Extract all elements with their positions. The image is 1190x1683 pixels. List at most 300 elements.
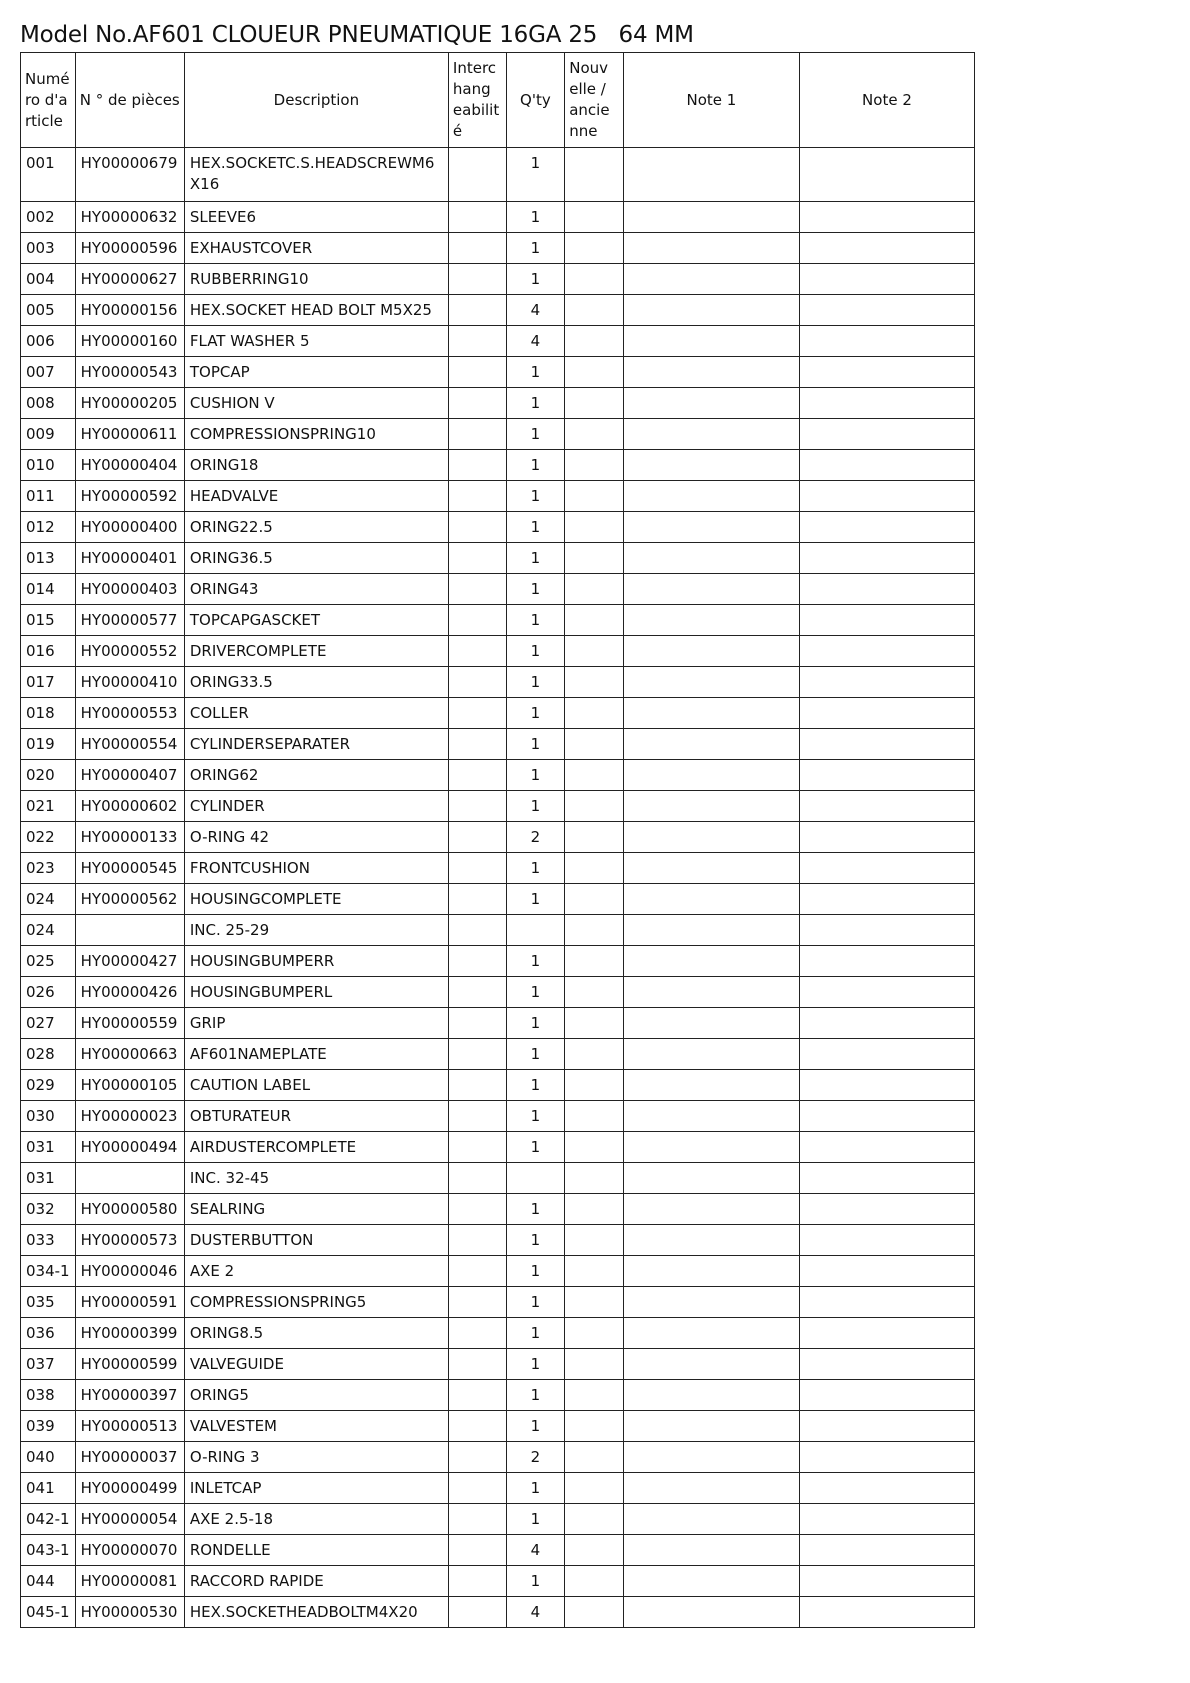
interchangeability-cell <box>448 667 506 698</box>
interchangeability-cell <box>448 1008 506 1039</box>
note-2-cell <box>799 1287 974 1318</box>
note-2-cell <box>799 791 974 822</box>
interchangeability-cell <box>448 1473 506 1504</box>
item-number-cell: 031 <box>21 1132 76 1163</box>
interchangeability-cell <box>448 1504 506 1535</box>
note-1-cell <box>623 1287 799 1318</box>
note-1-cell <box>623 1008 799 1039</box>
part-number-cell: HY00000105 <box>75 1070 184 1101</box>
item-number-cell: 008 <box>21 388 76 419</box>
interchangeability-cell <box>448 574 506 605</box>
new-old-cell <box>565 760 624 791</box>
note-2-cell <box>799 853 974 884</box>
quantity-cell: 1 <box>506 1008 565 1039</box>
note-1-cell <box>623 1070 799 1101</box>
interchangeability-cell <box>448 1163 506 1194</box>
quantity-cell: 1 <box>506 1473 565 1504</box>
note-1-cell <box>623 822 799 853</box>
table-row <box>21 1256 975 1287</box>
note-2-cell <box>799 1597 974 1628</box>
description-cell: FRONTCUSHION <box>184 853 448 884</box>
note-1-cell <box>623 605 799 636</box>
table-row <box>21 1101 975 1132</box>
new-old-cell <box>565 1008 624 1039</box>
part-number-cell: HY00000156 <box>75 295 184 326</box>
table-row <box>21 1070 975 1101</box>
note-2-cell <box>799 1504 974 1535</box>
column-header-new-old: Nouv elle / ancie nne <box>565 53 624 148</box>
new-old-cell <box>565 574 624 605</box>
description-cell: COLLER <box>184 698 448 729</box>
description-cell: ORING43 <box>184 574 448 605</box>
interchangeability-cell <box>448 233 506 264</box>
part-number-cell: HY00000401 <box>75 543 184 574</box>
table-row <box>21 202 975 233</box>
note-2-cell <box>799 1163 974 1194</box>
new-old-cell <box>565 233 624 264</box>
column-header-note-2: Note 2 <box>799 53 974 148</box>
table-row <box>21 1535 975 1566</box>
quantity-cell: 1 <box>506 1349 565 1380</box>
description-cell: TOPCAP <box>184 357 448 388</box>
quantity-cell: 4 <box>506 326 565 357</box>
note-1-cell <box>623 1225 799 1256</box>
table-row <box>21 667 975 698</box>
new-old-cell <box>565 357 624 388</box>
new-old-cell <box>565 1318 624 1349</box>
part-number-cell: HY00000562 <box>75 884 184 915</box>
description-cell: ORING62 <box>184 760 448 791</box>
note-1-cell <box>623 1132 799 1163</box>
table-row <box>21 822 975 853</box>
table-row <box>21 357 975 388</box>
interchangeability-cell <box>448 853 506 884</box>
quantity-cell: 1 <box>506 760 565 791</box>
item-number-cell: 033 <box>21 1225 76 1256</box>
note-1-cell <box>623 574 799 605</box>
note-2-cell <box>799 822 974 853</box>
item-number-cell: 014 <box>21 574 76 605</box>
note-1-cell <box>623 1504 799 1535</box>
part-number-cell: HY00000513 <box>75 1411 184 1442</box>
interchangeability-cell <box>448 1070 506 1101</box>
new-old-cell <box>565 729 624 760</box>
table-row <box>21 729 975 760</box>
part-number-cell: HY00000530 <box>75 1597 184 1628</box>
table-row <box>21 636 975 667</box>
description-cell: VALVEGUIDE <box>184 1349 448 1380</box>
note-2-cell <box>799 1318 974 1349</box>
part-number-cell: HY00000599 <box>75 1349 184 1380</box>
description-cell: ORING8.5 <box>184 1318 448 1349</box>
quantity-cell: 1 <box>506 698 565 729</box>
quantity-cell: 4 <box>506 1535 565 1566</box>
interchangeability-cell <box>448 1318 506 1349</box>
description-cell: SEALRING <box>184 1194 448 1225</box>
item-number-cell: 043-1 <box>21 1535 76 1566</box>
interchangeability-cell <box>448 388 506 419</box>
interchangeability-cell <box>448 512 506 543</box>
quantity-cell: 1 <box>506 264 565 295</box>
note-2-cell <box>799 605 974 636</box>
table-row <box>21 574 975 605</box>
item-number-cell: 042-1 <box>21 1504 76 1535</box>
interchangeability-cell <box>448 1597 506 1628</box>
description-cell: HEADVALVE <box>184 481 448 512</box>
part-number-cell: HY00000397 <box>75 1380 184 1411</box>
interchangeability-cell <box>448 915 506 946</box>
quantity-cell: 1 <box>506 1194 565 1225</box>
item-number-cell: 001 <box>21 148 76 202</box>
part-number-cell: HY00000627 <box>75 264 184 295</box>
description-cell: RUBBERRING10 <box>184 264 448 295</box>
quantity-cell: 1 <box>506 233 565 264</box>
note-2-cell <box>799 1070 974 1101</box>
new-old-cell <box>565 884 624 915</box>
interchangeability-cell <box>448 326 506 357</box>
table-header-row <box>21 53 975 148</box>
description-cell: ORING36.5 <box>184 543 448 574</box>
part-number-cell: HY00000070 <box>75 1535 184 1566</box>
item-number-cell: 044 <box>21 1566 76 1597</box>
interchangeability-cell <box>448 698 506 729</box>
note-2-cell <box>799 1039 974 1070</box>
new-old-cell <box>565 1194 624 1225</box>
note-2-cell <box>799 1349 974 1380</box>
part-number-cell: HY00000427 <box>75 946 184 977</box>
description-cell: O-RING 3 <box>184 1442 448 1473</box>
note-1-cell <box>623 1473 799 1504</box>
quantity-cell: 1 <box>506 1504 565 1535</box>
interchangeability-cell <box>448 1411 506 1442</box>
note-1-cell <box>623 1380 799 1411</box>
part-number-cell: HY00000081 <box>75 1566 184 1597</box>
quantity-cell: 1 <box>506 791 565 822</box>
note-1-cell <box>623 636 799 667</box>
note-2-cell <box>799 450 974 481</box>
quantity-cell: 1 <box>506 636 565 667</box>
quantity-cell: 1 <box>506 977 565 1008</box>
interchangeability-cell <box>448 543 506 574</box>
table-row <box>21 1473 975 1504</box>
note-2-cell <box>799 760 974 791</box>
description-cell: ORING33.5 <box>184 667 448 698</box>
part-number-cell: HY00000160 <box>75 326 184 357</box>
note-1-cell <box>623 698 799 729</box>
note-1-cell <box>623 1101 799 1132</box>
table-row <box>21 419 975 450</box>
note-1-cell <box>623 450 799 481</box>
note-2-cell <box>799 326 974 357</box>
table-row <box>21 512 975 543</box>
note-2-cell <box>799 481 974 512</box>
new-old-cell <box>565 543 624 574</box>
column-header-quantity: Q'ty <box>506 53 565 148</box>
quantity-cell: 1 <box>506 1380 565 1411</box>
note-2-cell <box>799 729 974 760</box>
table-row <box>21 1380 975 1411</box>
note-1-cell <box>623 264 799 295</box>
description-cell: ORING22.5 <box>184 512 448 543</box>
description-cell: HOUSINGBUMPERR <box>184 946 448 977</box>
item-number-cell: 021 <box>21 791 76 822</box>
new-old-cell <box>565 667 624 698</box>
quantity-cell <box>506 1163 565 1194</box>
new-old-cell <box>565 264 624 295</box>
note-1-cell <box>623 1349 799 1380</box>
interchangeability-cell <box>448 636 506 667</box>
interchangeability-cell <box>448 822 506 853</box>
description-cell: VALVESTEM <box>184 1411 448 1442</box>
item-number-cell: 022 <box>21 822 76 853</box>
item-number-cell: 035 <box>21 1287 76 1318</box>
note-1-cell <box>623 295 799 326</box>
part-number-cell: HY00000494 <box>75 1132 184 1163</box>
new-old-cell <box>565 1225 624 1256</box>
new-old-cell <box>565 1101 624 1132</box>
interchangeability-cell <box>448 148 506 202</box>
new-old-cell <box>565 1287 624 1318</box>
quantity-cell: 1 <box>506 729 565 760</box>
new-old-cell <box>565 512 624 543</box>
quantity-cell: 1 <box>506 1225 565 1256</box>
quantity-cell: 1 <box>506 1566 565 1597</box>
note-2-cell <box>799 543 974 574</box>
quantity-cell: 1 <box>506 1287 565 1318</box>
table-row <box>21 1225 975 1256</box>
interchangeability-cell <box>448 1349 506 1380</box>
part-number-cell: HY00000399 <box>75 1318 184 1349</box>
table-row <box>21 264 975 295</box>
description-cell: HEX.SOCKETHEADBOLTM4X20 <box>184 1597 448 1628</box>
description-cell: DUSTERBUTTON <box>184 1225 448 1256</box>
item-number-cell: 016 <box>21 636 76 667</box>
description-cell: CYLINDER <box>184 791 448 822</box>
note-1-cell <box>623 946 799 977</box>
part-number-cell: HY00000577 <box>75 605 184 636</box>
description-cell: COMPRESSIONSPRING10 <box>184 419 448 450</box>
item-number-cell: 040 <box>21 1442 76 1473</box>
quantity-cell: 1 <box>506 1039 565 1070</box>
table-row <box>21 1039 975 1070</box>
note-1-cell <box>623 853 799 884</box>
description-cell: RACCORD RAPIDE <box>184 1566 448 1597</box>
table-row <box>21 1318 975 1349</box>
note-1-cell <box>623 388 799 419</box>
new-old-cell <box>565 1349 624 1380</box>
item-number-cell: 027 <box>21 1008 76 1039</box>
part-number-cell: HY00000552 <box>75 636 184 667</box>
part-number-cell: HY00000559 <box>75 1008 184 1039</box>
item-number-cell: 012 <box>21 512 76 543</box>
new-old-cell <box>565 148 624 202</box>
interchangeability-cell <box>448 357 506 388</box>
interchangeability-cell <box>448 1132 506 1163</box>
table-row <box>21 977 975 1008</box>
table-row <box>21 1163 975 1194</box>
part-number-cell: HY00000663 <box>75 1039 184 1070</box>
note-2-cell <box>799 264 974 295</box>
interchangeability-cell <box>448 791 506 822</box>
quantity-cell: 1 <box>506 667 565 698</box>
note-2-cell <box>799 915 974 946</box>
interchangeability-cell <box>448 264 506 295</box>
note-2-cell <box>799 574 974 605</box>
note-1-cell <box>623 326 799 357</box>
item-number-cell: 005 <box>21 295 76 326</box>
new-old-cell <box>565 1380 624 1411</box>
new-old-cell <box>565 946 624 977</box>
table-row <box>21 233 975 264</box>
part-number-cell: HY00000426 <box>75 977 184 1008</box>
description-cell: DRIVERCOMPLETE <box>184 636 448 667</box>
parts-table-body <box>21 148 975 1628</box>
item-number-cell: 025 <box>21 946 76 977</box>
interchangeability-cell <box>448 1442 506 1473</box>
part-number-cell <box>75 915 184 946</box>
quantity-cell: 1 <box>506 605 565 636</box>
new-old-cell <box>565 1132 624 1163</box>
description-cell: ORING5 <box>184 1380 448 1411</box>
new-old-cell <box>565 388 624 419</box>
part-number-cell: HY00000404 <box>75 450 184 481</box>
new-old-cell <box>565 1597 624 1628</box>
note-1-cell <box>623 884 799 915</box>
note-2-cell <box>799 1473 974 1504</box>
part-number-cell: HY00000580 <box>75 1194 184 1225</box>
note-1-cell <box>623 760 799 791</box>
part-number-cell: HY00000023 <box>75 1101 184 1132</box>
part-number-cell: HY00000611 <box>75 419 184 450</box>
item-number-cell: 026 <box>21 977 76 1008</box>
new-old-cell <box>565 853 624 884</box>
description-cell: SLEEVE6 <box>184 202 448 233</box>
interchangeability-cell <box>448 946 506 977</box>
note-2-cell <box>799 202 974 233</box>
note-2-cell <box>799 1411 974 1442</box>
quantity-cell <box>506 915 565 946</box>
item-number-cell: 019 <box>21 729 76 760</box>
new-old-cell <box>565 915 624 946</box>
quantity-cell: 1 <box>506 853 565 884</box>
table-row <box>21 946 975 977</box>
quantity-cell: 1 <box>506 1132 565 1163</box>
new-old-cell <box>565 295 624 326</box>
description-cell: CAUTION LABEL <box>184 1070 448 1101</box>
table-row <box>21 1411 975 1442</box>
item-number-cell: 018 <box>21 698 76 729</box>
part-number-cell: HY00000602 <box>75 791 184 822</box>
note-2-cell <box>799 946 974 977</box>
new-old-cell <box>565 1163 624 1194</box>
description-cell: INC. 25-29 <box>184 915 448 946</box>
note-1-cell <box>623 512 799 543</box>
note-2-cell <box>799 1566 974 1597</box>
note-1-cell <box>623 1256 799 1287</box>
item-number-cell: 020 <box>21 760 76 791</box>
note-2-cell <box>799 512 974 543</box>
quantity-cell: 1 <box>506 946 565 977</box>
quantity-cell: 1 <box>506 1256 565 1287</box>
quantity-cell: 4 <box>506 1597 565 1628</box>
note-2-cell <box>799 1225 974 1256</box>
description-cell: CYLINDERSEPARATER <box>184 729 448 760</box>
note-2-cell <box>799 1101 974 1132</box>
quantity-cell: 1 <box>506 388 565 419</box>
part-number-cell: HY00000046 <box>75 1256 184 1287</box>
note-1-cell <box>623 202 799 233</box>
new-old-cell <box>565 1256 624 1287</box>
table-row <box>21 698 975 729</box>
table-row <box>21 295 975 326</box>
new-old-cell <box>565 636 624 667</box>
item-number-cell: 028 <box>21 1039 76 1070</box>
interchangeability-cell <box>448 1566 506 1597</box>
item-number-cell: 029 <box>21 1070 76 1101</box>
note-2-cell <box>799 148 974 202</box>
item-number-cell: 015 <box>21 605 76 636</box>
new-old-cell <box>565 1473 624 1504</box>
item-number-cell: 037 <box>21 1349 76 1380</box>
interchangeability-cell <box>448 605 506 636</box>
part-number-cell: HY00000679 <box>75 148 184 202</box>
note-1-cell <box>623 419 799 450</box>
new-old-cell <box>565 481 624 512</box>
table-row <box>21 1132 975 1163</box>
new-old-cell <box>565 202 624 233</box>
item-number-cell: 002 <box>21 202 76 233</box>
note-2-cell <box>799 1132 974 1163</box>
item-number-cell: 041 <box>21 1473 76 1504</box>
description-cell: AXE 2.5-18 <box>184 1504 448 1535</box>
quantity-cell: 1 <box>506 1101 565 1132</box>
description-cell: HEX.SOCKETC.S.HEADSCREWM6X16 <box>184 148 448 202</box>
description-cell: COMPRESSIONSPRING5 <box>184 1287 448 1318</box>
new-old-cell <box>565 1039 624 1070</box>
description-cell: TOPCAPGASCKET <box>184 605 448 636</box>
quantity-cell: 1 <box>506 884 565 915</box>
description-cell: CUSHION V <box>184 388 448 419</box>
description-cell: GRIP <box>184 1008 448 1039</box>
table-row <box>21 1566 975 1597</box>
description-cell: ORING18 <box>184 450 448 481</box>
item-number-cell: 007 <box>21 357 76 388</box>
quantity-cell: 1 <box>506 357 565 388</box>
new-old-cell <box>565 822 624 853</box>
item-number-cell: 010 <box>21 450 76 481</box>
description-cell: EXHAUSTCOVER <box>184 233 448 264</box>
table-row <box>21 148 975 202</box>
note-2-cell <box>799 295 974 326</box>
new-old-cell <box>565 326 624 357</box>
description-cell: OBTURATEUR <box>184 1101 448 1132</box>
interchangeability-cell <box>448 1287 506 1318</box>
part-number-cell: HY00000632 <box>75 202 184 233</box>
note-1-cell <box>623 729 799 760</box>
new-old-cell <box>565 977 624 1008</box>
interchangeability-cell <box>448 760 506 791</box>
quantity-cell: 1 <box>506 512 565 543</box>
note-1-cell <box>623 1566 799 1597</box>
interchangeability-cell <box>448 419 506 450</box>
part-number-cell: HY00000591 <box>75 1287 184 1318</box>
item-number-cell: 004 <box>21 264 76 295</box>
table-row <box>21 884 975 915</box>
description-cell: HEX.SOCKET HEAD BOLT M5X25 <box>184 295 448 326</box>
interchangeability-cell <box>448 1039 506 1070</box>
item-number-cell: 006 <box>21 326 76 357</box>
part-number-cell: HY00000592 <box>75 481 184 512</box>
